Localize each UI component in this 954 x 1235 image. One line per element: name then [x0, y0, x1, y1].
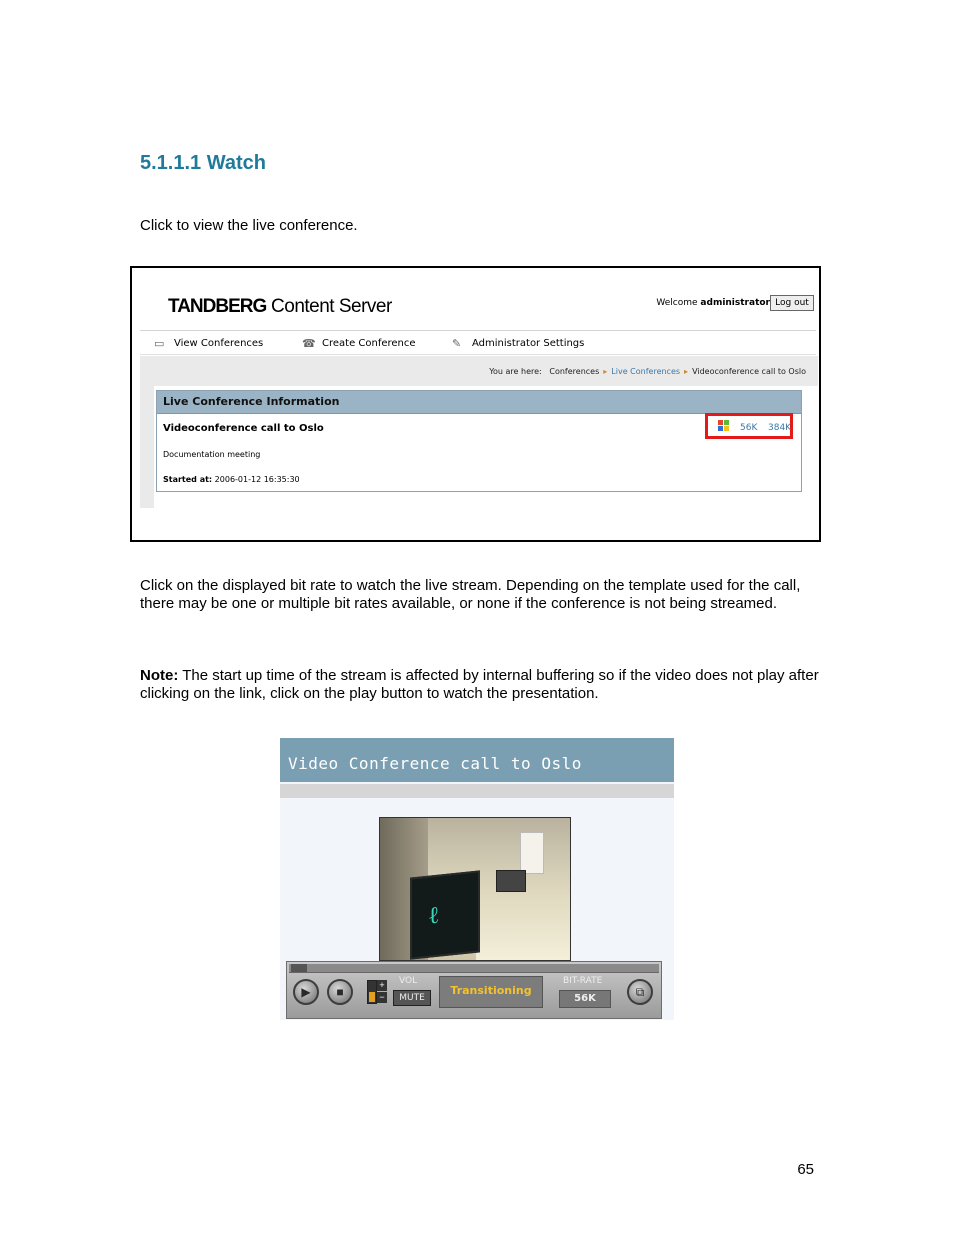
bitrate-label: BIT-RATE — [563, 976, 603, 986]
nav-create-conference[interactable] — [302, 338, 416, 349]
volume-up-icon[interactable]: + — [377, 980, 387, 991]
play-button[interactable] — [293, 979, 319, 1005]
welcome-text — [656, 298, 770, 308]
note-label: Note: — [140, 667, 179, 684]
breadcrumb-prefix: You are here: — [489, 367, 542, 376]
welcome-user: administrator — [700, 298, 770, 308]
video-monitor — [410, 870, 480, 959]
nav-label: View Conferences — [174, 338, 264, 349]
popout-icon: ⧉ — [635, 985, 645, 999]
volume-label: VOL — [399, 976, 418, 986]
page-number: 65 — [797, 1161, 814, 1178]
breadcrumb-conferences[interactable]: Conferences — [549, 367, 600, 376]
mute-button[interactable]: MUTE — [393, 990, 431, 1006]
seek-handle[interactable] — [291, 964, 307, 972]
phone-icon: ☎ — [302, 336, 316, 350]
main-nav — [140, 332, 816, 355]
panel-sidebar — [140, 386, 154, 508]
conference-started — [163, 475, 300, 484]
breadcrumb-bar — [140, 356, 818, 386]
bitrate-link-384k[interactable]: 384K — [768, 423, 792, 433]
video-frame — [379, 817, 571, 961]
volume-meter — [367, 980, 377, 1004]
volume-down-icon[interactable]: − — [377, 992, 387, 1003]
windows-media-icon — [718, 420, 730, 432]
breadcrumb-live-conferences[interactable]: Live Conferences — [611, 367, 681, 376]
logout-button[interactable]: Log out — [770, 295, 814, 311]
seek-bar[interactable] — [289, 964, 659, 973]
logo-product: Content Server — [266, 296, 392, 317]
intro-paragraph: Click to view the live conference. — [140, 217, 358, 234]
note-paragraph — [140, 667, 820, 703]
live-conference-panel — [156, 390, 802, 492]
conference-description: Documentation meeting — [163, 450, 261, 459]
player-title: Video Conference call to Oslo — [280, 738, 674, 782]
started-value: 2006-01-12 16:35:30 — [212, 475, 300, 484]
tcs-logo — [168, 296, 392, 318]
started-label: Started at: — [163, 475, 213, 484]
note-text: The start up time of the stream is affected by internal buffering so if the video does not play after clicking on the link, click on the play button to watch the presentation. — [140, 667, 819, 702]
player-screenshot — [280, 738, 674, 1020]
body-paragraph: Click on the displayed bit rate to watch the live stream. Depending on the template used for the call, there may be one or multiple bit rates available, or none if the conference is not being streamed. — [140, 577, 801, 612]
breadcrumb-current: Videoconference call to Oslo — [692, 367, 806, 376]
panel-title: Live Conference Information — [157, 391, 801, 414]
film-icon: ▭ — [154, 336, 165, 350]
nav-view-conferences[interactable] — [154, 338, 263, 349]
player-strip — [280, 784, 674, 798]
nav-administrator-settings[interactable] — [452, 338, 584, 349]
nav-label: Create Conference — [322, 338, 416, 349]
player-status: Transitioning — [439, 976, 543, 1008]
stop-icon: ■ — [336, 985, 344, 999]
welcome-prefix: Welcome — [656, 298, 701, 308]
bitrate-value: 56K — [559, 990, 611, 1008]
tcs-screenshot — [130, 266, 821, 542]
volume-level — [369, 992, 375, 1002]
stop-button[interactable] — [327, 979, 353, 1005]
breadcrumb — [489, 367, 806, 376]
section-heading: 5.1.1.1 Watch — [140, 152, 266, 174]
play-icon: ▶ — [301, 985, 311, 999]
nav-label: Administrator Settings — [472, 338, 585, 349]
tcs-header — [140, 268, 816, 331]
monitor-glow-icon: ℓ — [428, 900, 440, 930]
breadcrumb-separator-icon: ▸ — [684, 367, 689, 376]
video-whiteboard — [520, 832, 544, 874]
volume-adjust — [377, 980, 387, 1002]
wrench-icon: ✎ — [452, 336, 462, 350]
conference-name: Videoconference call to Oslo — [163, 423, 324, 434]
video-table — [476, 904, 570, 960]
bitrate-highlight — [705, 413, 793, 439]
player-controls — [286, 961, 662, 1019]
video-codec — [496, 870, 526, 892]
breadcrumb-separator-icon: ▸ — [603, 367, 608, 376]
logo-brand: TANDBERG — [168, 296, 267, 317]
bitrate-link-56k[interactable]: 56K — [740, 423, 758, 433]
popout-button[interactable] — [627, 979, 653, 1005]
